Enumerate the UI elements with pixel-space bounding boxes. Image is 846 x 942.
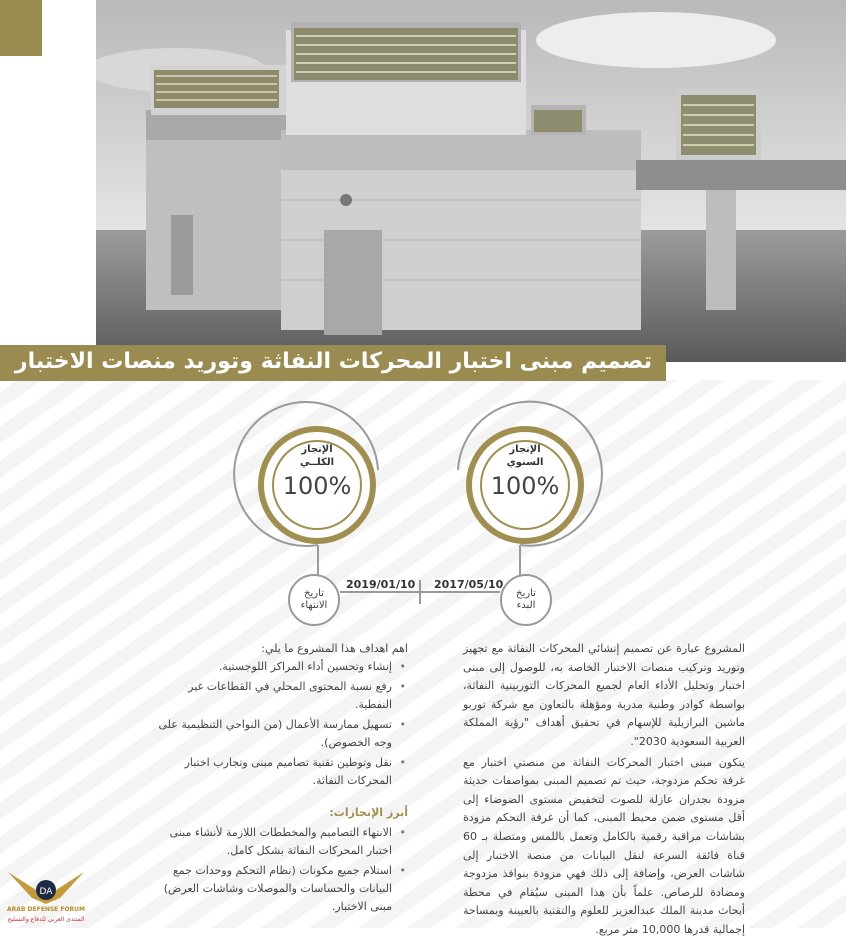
logo-initials: DA	[39, 887, 53, 897]
objective-item: • نقل وتوطين تقنية تصاميم مبنى وتجارب اختبار المحركات النفاثة.	[150, 754, 392, 790]
start-date-label-1: تاريخ	[516, 588, 536, 599]
description-paragraph-1: المشروع عبارة عن تصميم إنشائي المحركات النفاثة مع تجهيز وتوريد وتركيب منصات الاختبار الخاصة به، للوصول إلى مبنى اختبار وتحليل الأداء العام لجميع المحركات التوربينية النفاثة، بواسطة كوادر وطنية مدربة ومؤهلة بالتعاون مع شركة توربو ماشين البرازيلية للإسهام في تحقيق أهداف "رؤية المملكة العربية السعودية 2030".	[463, 642, 745, 748]
annual-progress-value: 100%	[490, 472, 560, 500]
project-description	[463, 640, 745, 942]
page-title: تصميم مبنى اختبار المحركات النفاثة وتوريد منصات الاختبار	[14, 349, 652, 374]
achievements-heading: أبرز الإنجازات:	[329, 806, 408, 819]
end-date-circle	[288, 574, 340, 626]
objective-item: • إنشاء وتحسين أداء المراكز اللوجستية.	[150, 658, 392, 676]
end-date-label-2: الانتهاء	[300, 600, 328, 611]
achievement-item: • استلام جميع مكونات (نظام التحكم ووحدات جمع البيانات والحساسات والموصلات وشاشات العرض) مبنى الاختبار.	[150, 862, 392, 916]
objectives-list	[150, 658, 408, 790]
watermark-logo	[6, 864, 86, 928]
objectives-section	[150, 640, 408, 918]
objective-item: • تسهيل ممارسة الأعمال (من النواحي التنظيمية على وجه الخصوص).	[150, 716, 392, 752]
total-progress-label-2: الكلــي	[299, 457, 335, 468]
total-progress-ring	[258, 426, 376, 544]
watermark-text-ar: المنتدى العربي للدفاع والتسليح	[7, 916, 85, 923]
start-date-label-2: البدء	[516, 600, 536, 611]
start-date: 2017/05/10	[434, 578, 504, 591]
annual-progress-ring	[466, 426, 584, 544]
end-date-label-1: تاريخ	[304, 588, 324, 599]
objective-item: • رفع نسبة المحتوى المحلي في القطاعات غير النفطية.	[150, 678, 392, 714]
end-date: 2019/01/10	[346, 578, 416, 591]
start-date-circle	[500, 574, 552, 626]
watermark-text-en: ARAB DEFENSE FORUM	[6, 906, 86, 913]
annual-progress-label-2: السنوي	[506, 457, 544, 468]
achievements-list	[150, 824, 408, 916]
objectives-intro: اهم اهداف هذا المشروع ما يلي:	[261, 642, 408, 655]
total-progress-value: 100%	[282, 472, 352, 500]
achievement-item: • الانتهاء التصاميم والمخططات اللازمة لأنشاء مبنى اختبار المحركات النفاثة بشكل كامل.	[150, 824, 392, 860]
eagle-logo-icon	[6, 864, 86, 906]
description-paragraph-2: يتكون مبنى اختبار المحركات النفاثة من منصتي اختبار مع غرفة تحكم مزدوجة، حيث تم تصميم المبنى بمواصفات حديثة مزودة بجدران عازلة للصوت لتخفيض مستوى الضوضاء إلى أقل مستوى ضمن محيط المبنى، كما أن غرفة التحكم مزودة بشاشات مراقبة رقمية بالكامل وتعمل باللمس ومتصلة بـ 60 قناة فائقة السرعة لنقل البيانات من منصة الاختبار إلى شاشات العرض، وإضافة إلى ذلك فهي مزودة بنوافذ مزدوجة ومضادة للرصاص. علماً بأن هذا المبنى سيُقام في محطة أبحاث مدينة الملك عبدالعزيز للعلوم والتقنية بالعيينة وبمساحة إجمالية قدرها 10,000 متر مربع.	[463, 755, 745, 936]
total-progress-label-1: الإنجاز	[301, 444, 333, 455]
annual-progress-label-1: الإنجاز	[509, 444, 541, 455]
